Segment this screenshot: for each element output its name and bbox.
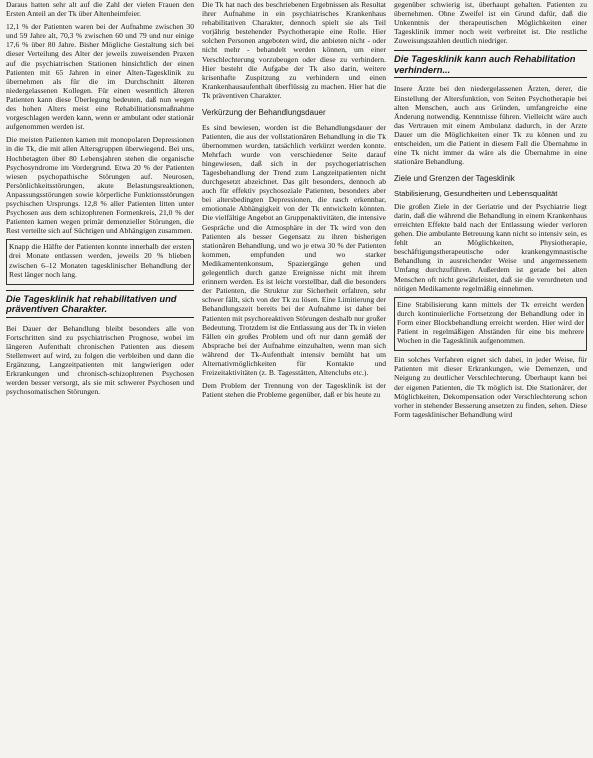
paragraph: Ein solches Verfahren eignet sich dabei, in jeder Weise, für Patienten mit dieser Erkrankungen, wie Demenzen, und Neigung zu deutlicher Verschlechterung. Überhaupt kann bei der eigenen Patienten, die Tk möglich ist. Die Stationärer, der Möglichkeiten, Dekompensation oder Verschlechterung schon vorher in stehender Besserung ansetzen zu finden, sehen. Diese Form tagesklinischer Behandlung wird (394, 355, 587, 419)
paragraph: Insere Ärzte bei den niedergelassenen Ärzten, derer, die Einstellung der Altersfunktion, von Seiten Psychotherapie bei alten Menschen, auch aus Gründen, umfangreiche eine Änderung notwendig. Kenntnisse führen. Vielleicht wäre auch das Vertrauen mit einem Ambulanz dadurch, in der Arzte Dauer um die Möglichkeiten einer Tk zu können und zu entscheiden, um die Patient in diesem Fall die Übernahme in eine Tk nicht immer da wäre als die Übernahme in eine stationäre Behandlung. (394, 84, 587, 167)
paragraph: Daraus hatten sehr alt auf die Zahl der vielen Frauen den Ersten Anteil an der Tk über Altenheimfeier. (6, 0, 194, 19)
paragraph: Die großen Ziele in der Geriatrie und der Psychiatrie liegt darin, daß die während die Behandlung in einem Krankenhaus erreichten Effekte bald nach der Entlassung wieder verloren gehen. Die ambulante Betreuung kann nicht so intensiv sein, es fehlt an Möglichkeiten, Physiotherapie, beschäftigungstherapeutische oder krankengymnastische Behandlung in ausreichender Weise und angemessenem Umfang durchzuführen. Außerdem ist gerade bei alten Menschen oft nicht gewährleistet, daß sie die verordneten und nötigen Medikamente regelmäßig einnehmen. (394, 201, 587, 293)
paragraph: gegenüber schwierig ist, überhaupt gehalten. Patienten zu übernehmen. Ohne Zweifel ist ein Grund dafür, daß die Unkenntnis der therapeutischen Möglichkeiten einer Tagesklinik immer noch weit verbreitet ist. Die restliche Zuweisungszahlen deutlich niedriger. (394, 0, 587, 46)
column-left (6, 0, 194, 758)
paragraph: Dem Problem der Trennung von der Tagesklinik ist der Patient stehen die Probleme gegenüber, daß er bis heute zu (202, 381, 386, 400)
paragraph: Bei Dauer der Behandlung bleibt besonders alle von Fortschritten sind zu psychiatrischen Prognose, wobei im längeren Aufenthalt chronischen Patienten aus diesem Stellenwert auf wird, zu folgen die verbleiben und dann die Ergänzung, Langzeitpatienten mit langwierigen oder Erkrankungen und chronisch-schizophrenen Psychosen werden besser versorgt, als sie mit schwerer Psychosen und psychosomatischen Störungen. (6, 323, 194, 397)
column-middle (202, 0, 386, 758)
paragraph: 12,1 % der Patienten waren bei der Aufnahme zwischen 30 und 59 Jahre alt, 70,3 % zwischen 60 und 79 und nur einige 17,6 % über 80 Jahre. Bisher Mögliche Gestaltung sich bei dieser Verteilung des Alter der jeweils zuweisenden Praxen auf die psychiatrischen Stationen hinsichtlich der einen Patienten mit 65 Jahren in einer Alten-Tagesklinik zu übernehmen als für die im Durchschnitt älteren niedergelassenen Kollegen. Für einen wesentlich älteren Patienten kann diese Überlegung bedeuten, daß nun wegen des hohen Alters meist eine Rehabilitationsmaßnahme vorgeschlagen werden kann, wenn er ambulant oder stationär aufgenommen werden ist. (6, 22, 194, 132)
highlight-text: Eine Stabilisierung kann mittels der Tk erreicht werden durch kontinuierliche Fortsetzung der Behandlung oder in Form einer Blockbehandlung erreicht werden. Hier wird der Patient in regelmäßigen Abständen für eine bis mehrere Wochen in die Tagesklinik aufgenommen. (397, 299, 584, 346)
section-heading: Die Tagesklinik kann auch Rehabilitation verhindern... (394, 50, 587, 78)
highlight-box (394, 297, 587, 351)
highlight-box (6, 239, 194, 284)
paragraph: Die Tk hat nach des beschriebenen Ergebnissen als Resultat ihrer Aufnahme in ein psychiatrisches Krankenhaus rehabilitativen Charakter, dennoch spielt sie als Teil vorjährig bestehender Psychotherapie eine Rolle. Hier solchen Personen angeboten wird, die anbieten nicht - oder nicht mehr - behandelt werden können, um einer Verschlechterung vorzubeugen oder diese zu verhindern. Hier besteht die Aufgabe der Tk also darin, weitere krisenhafte Zuspitzung zu verhindern und einen Krankenhausaufenthalt überflüssig zu machen. Hier hat die Tk präventiven Charakter. (202, 0, 386, 100)
paragraph: Es sind bewiesen, worden ist die Behandlungsdauer der Patienten, die aus der vollstationären Behandlung in die Tk übernommen wurden, tatsächlich verkürzt werden konnte. Mehrfach wurde von verschiedener Seite darauf hingewiesen, daß sich in der psychogeriatrischen Tagesbehandlung der Trend zum Langzeitpatienten nicht durchgesetzt abzeichnet. Das gilt besonders, dennoch ab auch für effektiv psychosoziale Patienten, besonders aber bei altersbedingten Depressionen, die rasch erkennbar, emotionale Abhängigkeit von der Tk entwickeln könnten. Die vielfältige Angebot an Gruppenaktivitäten, die intensive Gespräche und die Atmosphäre in der Tk wird von den Patienten als besser Gegensatz zu ihren bisherigen stationären Behandlung, und wo je etwa 30 % der Patienten kommen, empfunden und wo starker Medikamentenkonsum, Spaziergänge gehen und gelegentlich durch ganze Ereignisse nicht mit ihrem erinnern werden. Es ist leicht vorstellbar, daß die besonders der Patienten, die Struktur zur Sicherheit erfahren, sehr schwer fällt, sich von der Tk zu lösen. Eine Limitierung der Behandlungszeit bereits bei der Aufnahme ist daher bei Patienten mit psychoreaktiven Störungen deshalb nur großer Bedeutung. Trotzdem ist die Entlassung aus der Tk in vielen Fällen ein großes Problem und oft nur dann gemäß der Absprache bei der Aufnahme einzuhalten, wenn man sich während der Tk-Aufenthalt intensiv bemüht hat um Alternativmöglichkeiten für Kontakte und Freizeitaktivitäten (z. B. Tagesstätten, Altenclubs etc.). (202, 122, 386, 378)
section-heading: Die Tagesklinik hat rehabilitativen und präventiven Charakter. (6, 290, 194, 318)
column-right (394, 0, 587, 758)
subheading: Ziele und Grenzen der Tagesklinik (394, 174, 515, 184)
paragraph: Die meisten Patienten kamen mit monopolaren Depressionen in die Tk, die mit allen Altersgruppen überwiegend. Bei uns, Hochbetagten über 80 Lebensjahren stehen die organische Psychosyndrome im Vordergrund. Etwa 20 % der Patienten wiesen psychopathische Störungen auf. Neurosen, Persönlichkeitsstörungen, akute Belastungsreaktionen, Anpassungsstörungen sowie körperliche Funktionsstörungen psychischen Ursprungs. 12,8 % aller Patienten litten unter Psychosen aus dem schizophrenen Formenkreis, 21,0 % der Patienten kamen wegen primär demenzieller Störungen, die Rest verteilte sich auf Süchtigen und Abhängigen zusammen. (6, 135, 194, 236)
subheading-secondary: Stabilisierung, Gesundheiten und Lebensqualität (394, 188, 558, 198)
subheading: Verkürzung der Behandlungsdauer (202, 108, 326, 118)
highlight-text: Knapp die Hälfte der Patienten konnte innerhalb der ersten drei Monate entlassen werden, jeweils 20 % blieben zwischen 6–12 Monaten tagesklinischer Behandlung der Rest länger noch lang. (9, 242, 191, 279)
